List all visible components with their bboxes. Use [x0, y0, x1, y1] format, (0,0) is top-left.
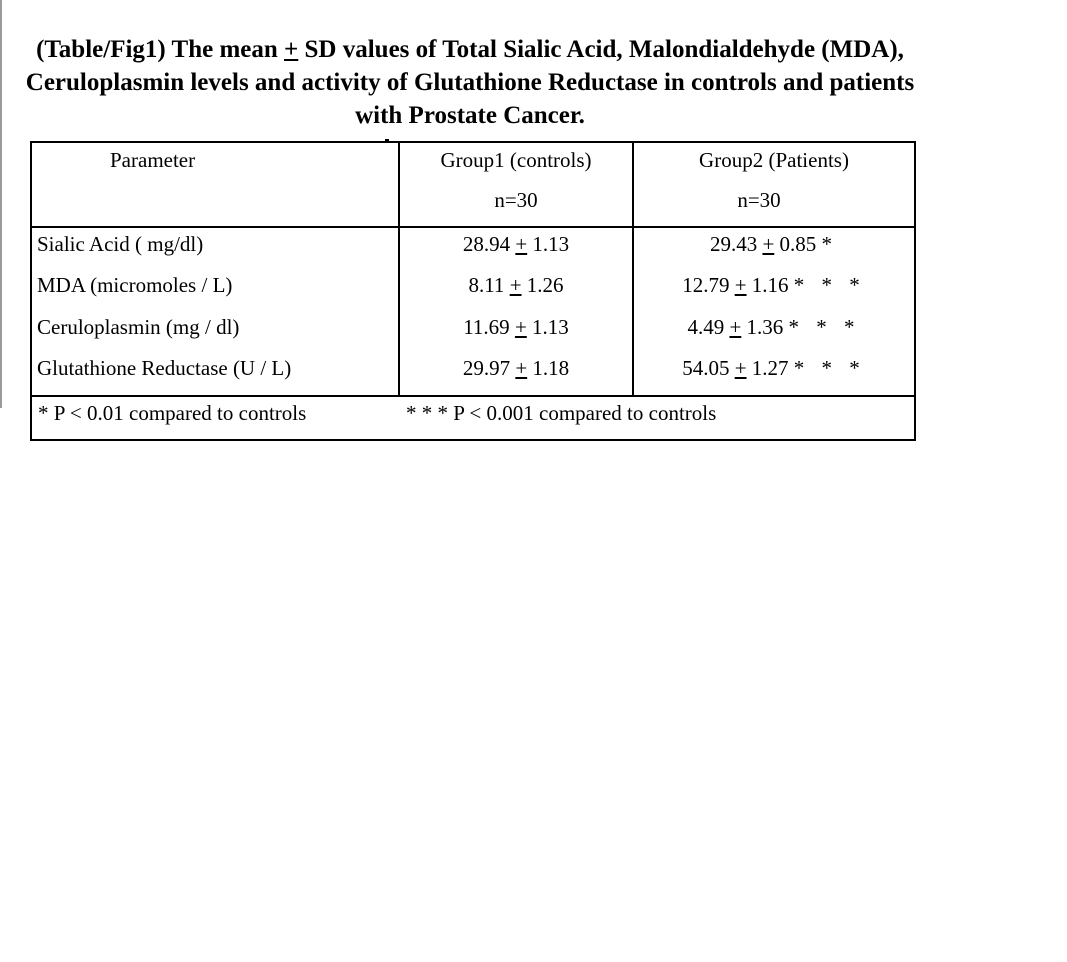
group1-sd: 1.13	[532, 315, 569, 339]
plus-minus-symbol: +	[515, 232, 528, 256]
plus-minus-symbol: +	[734, 273, 747, 297]
table-caption	[20, 33, 920, 132]
row-group1-value	[400, 273, 632, 297]
group1-sd: 1.18	[532, 356, 570, 380]
row-parameter: Sialic Acid ( mg/dl)	[37, 232, 204, 256]
group2-mean: 4.49	[687, 315, 725, 339]
group1-sd: 1.26	[526, 273, 564, 297]
plus-minus-symbol: +	[509, 273, 522, 297]
group2-sd: 1.16	[751, 273, 789, 297]
header-group2-n: n=30	[737, 188, 781, 212]
row-group2-value	[634, 356, 914, 380]
row-group1-value	[400, 232, 632, 256]
footnote-p001: * P < 0.01 compared to controls	[38, 401, 307, 425]
row-parameter: MDA (micromoles / L)	[37, 273, 233, 297]
caption-text-1: (Table/Fig1) The mean	[36, 36, 285, 63]
caption-text-2: SD values of Total Sialic Acid, Malondialdehyde (MDA), Ceruloplasmin levels and activity of Glutathione Reductase in controls and patients with Prostate Cancer.	[25, 36, 915, 129]
plus-minus-symbol: +	[762, 232, 775, 256]
plus-minus-symbol: +	[514, 315, 527, 339]
group2-mean: 54.05	[682, 356, 730, 380]
significance-marker: * * *	[788, 315, 861, 339]
caption-plus-minus: +	[284, 36, 299, 63]
footnote-p0001: * * * P < 0.001 compared to controls	[406, 401, 717, 425]
header-group2: Group2 (Patients)	[699, 148, 849, 172]
row-group1-value	[400, 356, 632, 380]
plus-minus-symbol: +	[729, 315, 742, 339]
row-group1-value	[400, 315, 632, 339]
header-divider	[32, 226, 914, 228]
row-parameter: Glutathione Reductase (U / L)	[37, 356, 292, 380]
group1-mean: 8.11	[468, 273, 505, 297]
page-left-rule	[0, 0, 2, 408]
header-parameter: Parameter	[110, 148, 196, 172]
group1-mean: 29.97	[462, 356, 511, 380]
row-parameter: Ceruloplasmin (mg / dl)	[37, 315, 240, 339]
group2-mean: 29.43	[709, 232, 758, 256]
footnote-divider	[32, 395, 914, 397]
group2-sd: 1.27	[751, 356, 789, 380]
group2-sd: 0.85	[779, 232, 817, 256]
header-group1: Group1 (controls)	[440, 148, 592, 172]
group2-sd: 1.36	[746, 315, 784, 339]
header-group1-n: n=30	[494, 188, 538, 212]
group1-sd: 1.13	[532, 232, 570, 256]
group1-mean: 11.69	[463, 315, 510, 339]
group2-mean: 12.79	[682, 273, 730, 297]
data-table	[30, 141, 916, 441]
row-group2-value	[634, 273, 914, 297]
plus-minus-symbol: +	[515, 356, 528, 380]
row-group2-value	[634, 315, 914, 339]
significance-marker: * * *	[793, 356, 866, 380]
significance-marker: * * *	[793, 273, 866, 297]
plus-minus-symbol: +	[734, 356, 747, 380]
group1-mean: 28.94	[462, 232, 511, 256]
significance-marker: *	[821, 232, 839, 256]
row-group2-value	[634, 232, 914, 256]
